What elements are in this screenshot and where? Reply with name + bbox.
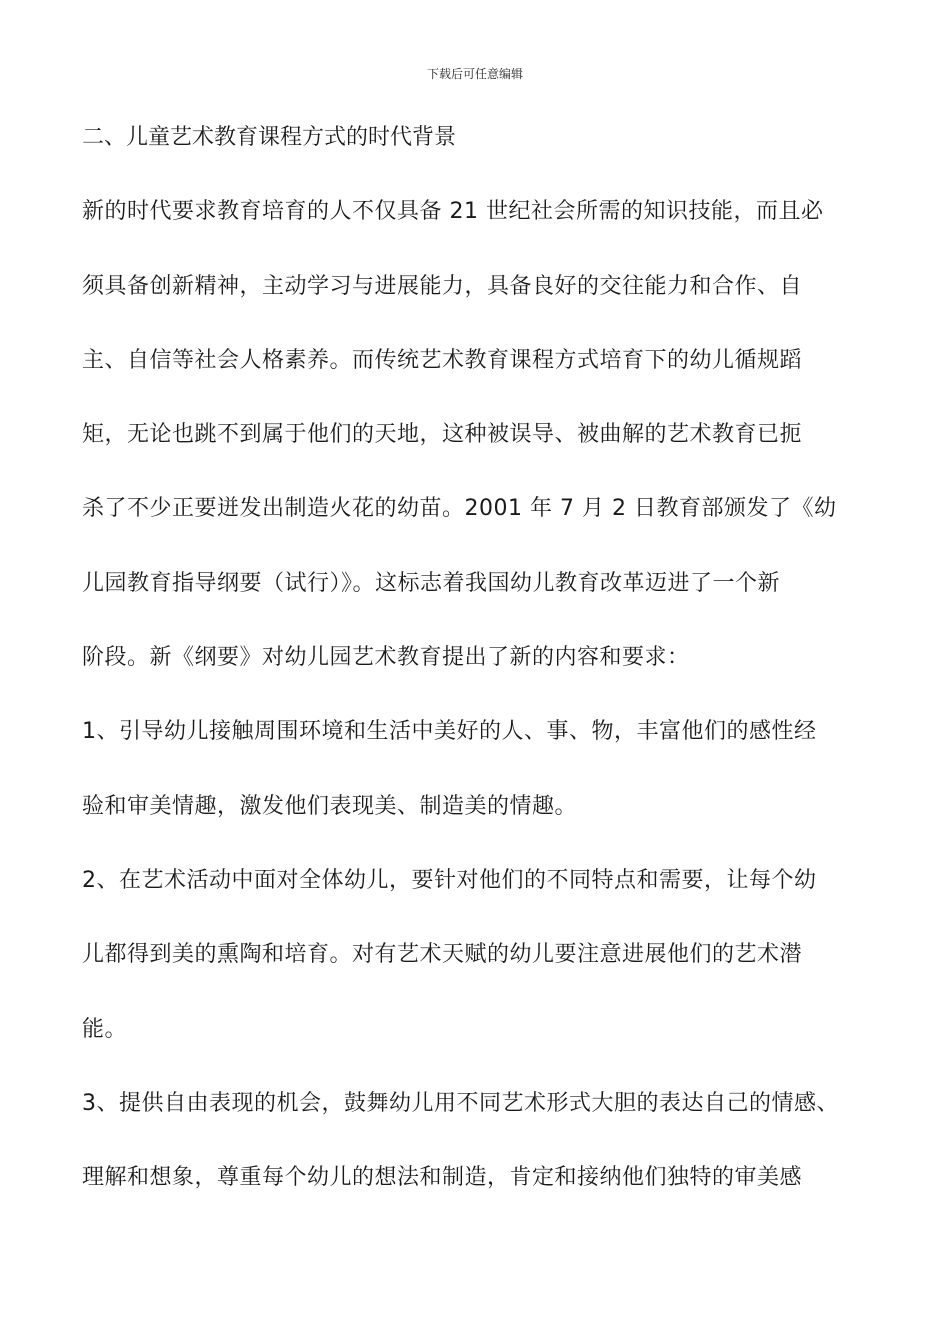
list-item-line: 3、提供自由表现的机会，鼓舞幼儿用不同艺术形式大胆的表达自己的情感、 — [82, 1090, 839, 1116]
page-header: 下载后可任意编辑 — [426, 67, 523, 81]
list-item-line: 理解和想象，尊重每个幼儿的想法和制造，肯定和接纳他们独特的审美感 — [82, 1165, 803, 1191]
paragraph-line: 新的时代要求教育培育的人不仅具备 21 世纪社会所需的知识技能，而且必 — [82, 199, 824, 225]
list-item-line: 能。 — [82, 1016, 128, 1042]
document-body — [82, 115, 892, 1229]
list-item-line: 2、在艺术活动中面对全体幼儿，要针对他们的不同特点和需要，让每个幼 — [82, 867, 817, 893]
section-heading: 二、儿童艺术教育课程方式的时代背景 — [82, 125, 457, 150]
paragraph-line: 主、自信等社会人格素养。而传统艺术教育课程方式培育下的幼儿循规蹈 — [82, 347, 803, 373]
paragraph-line: 矩，无论也跳不到属于他们的天地，这种被误导、被曲解的艺术教育已扼 — [82, 422, 803, 448]
paragraph-line: 须具备创新精神，主动学习与进展能力，具备良好的交往能力和合作、自 — [82, 273, 803, 299]
paragraph-line: 杀了不少正要迸发出制造火花的幼苗。2001 年 7 月 2 日教育部颁发了《幼 — [82, 496, 837, 522]
paragraph-line: 儿园教育指导纲要（试行）》。这标志着我国幼儿教育改革迈进了一个新 — [82, 570, 781, 596]
list-item-line: 验和审美情趣，激发他们表现美、制造美的情趣。 — [82, 793, 578, 819]
list-item-line: 1、引导幼儿接触周围环境和生活中美好的人、事、物，丰富他们的感性经 — [82, 719, 817, 745]
list-item-line: 儿都得到美的熏陶和培育。对有艺术天赋的幼儿要注意进展他们的艺术潜 — [82, 942, 803, 968]
paragraph-line: 阶段。新《纲要》对幼儿园艺术教育提出了新的内容和要求： — [82, 645, 690, 671]
